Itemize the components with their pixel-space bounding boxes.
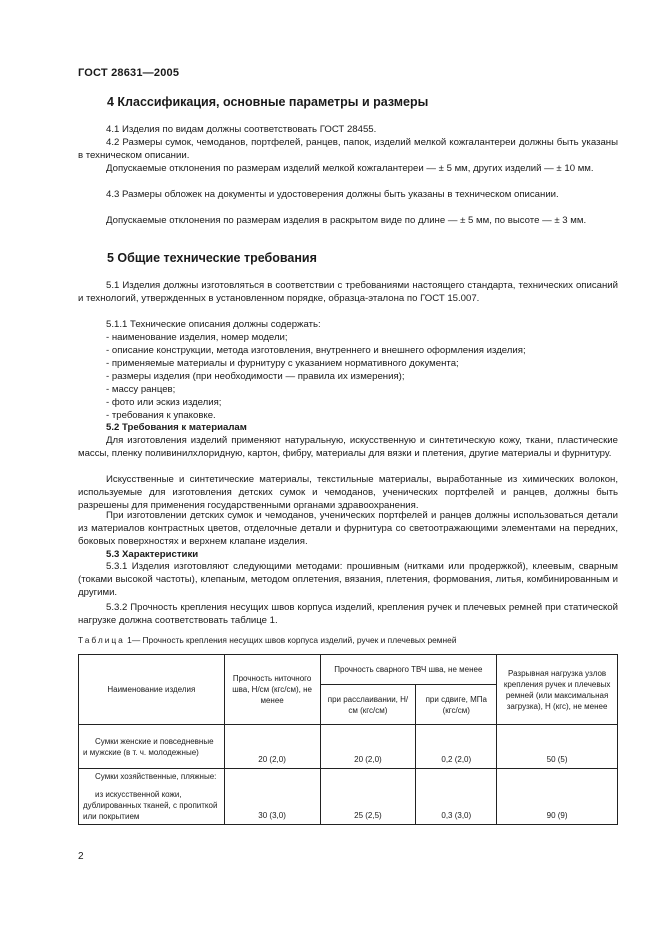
list-item: - наименование изделия, номер модели; (106, 332, 288, 343)
list-item: - размеры изделия (при необходимости — правила их измерения); (106, 371, 405, 382)
page-number: 2 (78, 851, 84, 862)
cell-weld-shear: 0,2 (2,0) (416, 725, 497, 769)
table-caption (78, 635, 457, 645)
list-item: - требования к упаковке. (106, 410, 216, 421)
cell-weld-peel: 25 (2,5) (320, 769, 416, 825)
cell-thread: 20 (2,0) (224, 725, 320, 769)
list-item: - применяемые материалы и фурнитуру с указанием нормативного документа; (106, 358, 459, 369)
table-caption-label: Таблица (78, 635, 125, 645)
paragraph-5-2-materials: Для изготовления изделий применяют натуральную, искусственную и синтетическую кожу, ткани, пластические массы, пленку поливинилхлоридную, картон, фибру, материалы для вязки и плетения, другие материалы и фурнитуру. (78, 435, 618, 459)
subsection-5-2-heading: 5.2 Требования к материалам (106, 422, 247, 433)
paragraph-5-2-synthetic: Искусственные и синтетические материалы, текстильные материалы, выработанные из химических волокон, используемые для изготовления детских сумок и чемоданов, ученических портфелей и ранцев, должны быть разрешены для применения государственными органами здравоохранения. (78, 474, 618, 511)
paragraph-5-1-1: 5.1.1 Технические описания должны содержать: (106, 319, 321, 330)
cell-load: 50 (5) (497, 725, 618, 769)
column-header-weld-peel: при расслаивании, Н/см (кгс/см) (320, 685, 416, 725)
section-5-heading: 5 Общие технические требования (107, 251, 317, 265)
list-item: - описание конструкции, метода изготовления, внутреннего и внешнего оформления изделия; (106, 345, 526, 356)
cell-weld-shear: 0,3 (3,0) (416, 769, 497, 825)
paragraph-5-3-2: 5.3.2 Прочность крепления несущих швов корпуса изделий, крепления ручек и плечевых ремней при статической нагрузке должна соответствовать таблице 1. (78, 602, 618, 626)
paragraph-4-1: 4.1 Изделия по видам должны соответствовать ГОСТ 28455. (106, 124, 377, 135)
cell-name-text: Сумки хозяйственные, пляжные: (95, 772, 217, 781)
document-header: ГОСТ 28631—2005 (78, 67, 180, 79)
list-item: - массу ранцев; (106, 384, 176, 395)
table-row (79, 769, 618, 825)
cell-name (79, 769, 225, 825)
column-header-load: Разрывная нагрузка узлов крепления ручек и плечевых ремней (или максимальная загрузка), Н (кгс), не менее (497, 655, 618, 725)
cell-name-subtext: из искусственной кожи, дублированных тканей, с пропиткой или покрытием (83, 790, 218, 821)
cell-name (79, 725, 225, 769)
column-header-weld-shear: при сдвиге, МПа (кгс/см) (416, 685, 497, 725)
paragraph-5-2-children: При изготовлении детских сумок и чемоданов, ученических портфелей и ранцев должны использоваться детали из материалов контрастных цветов, отделочные детали и фурнитура со светоотражающими элементами на передних, боковых поверхностях и верхнем клапане изделия. (78, 510, 618, 547)
cell-load: 90 (9) (497, 769, 618, 825)
paragraph-5-1: 5.1 Изделия должны изготовляться в соответствии с требованиями настоящего стандарта, технических описаний и технологий, утвержденных в установленном порядке, образца-эталона по ГОСТ 15.007. (78, 280, 618, 304)
column-header-thread: Прочность ниточного шва, Н/см (кгс/см), не менее (224, 655, 320, 725)
table-row (79, 725, 618, 769)
strength-table (78, 654, 618, 825)
column-header-name: Наименование изделия (79, 655, 225, 725)
list-item: - фото или эскиз изделия; (106, 397, 222, 408)
paragraph-5-3-1: 5.3.1 Изделия изготовляют следующими методами: прошивным (нитками или продержкой), клеевым, сварным (токами высокой частоты), клепаным, методом оплетения, вязания, плетения, формования, литья, комбинированным и другими. (78, 561, 618, 598)
subsection-5-3-heading: 5.3 Характеристики (106, 549, 199, 560)
cell-name-text: Сумки женские и повседневные и мужские (в т. ч. молодежные) (83, 736, 214, 757)
paragraph-4-3-tolerance: Допускаемые отклонения по размерам изделия в раскрытом виде по длине — ± 5 мм, по высоте — ± 3 мм. (106, 215, 587, 226)
paragraph-4-2: 4.2 Размеры сумок, чемоданов, портфелей, ранцев, папок, изделий мелкой кожгалантереи должны быть указаны в техническом описании. (78, 137, 618, 161)
table-caption-text: 1— Прочность крепления несущих швов корпуса изделий, ручек и плечевых ремней (124, 635, 457, 645)
section-4-heading: 4 Классификация, основные параметры и размеры (107, 95, 429, 109)
cell-weld-peel: 20 (2,0) (320, 725, 416, 769)
paragraph-4-3: 4.3 Размеры обложек на документы и удостоверения должны быть указаны в техническом описании. (106, 189, 559, 200)
paragraph-4-2-tolerance: Допускаемые отклонения по размерам изделий мелкой кожгалантереи — ± 5 мм, других изделий — ± 10 мм. (106, 163, 594, 174)
column-header-weld: Прочность сварного ТВЧ шва, не менее (320, 655, 497, 685)
cell-thread: 30 (3,0) (224, 769, 320, 825)
